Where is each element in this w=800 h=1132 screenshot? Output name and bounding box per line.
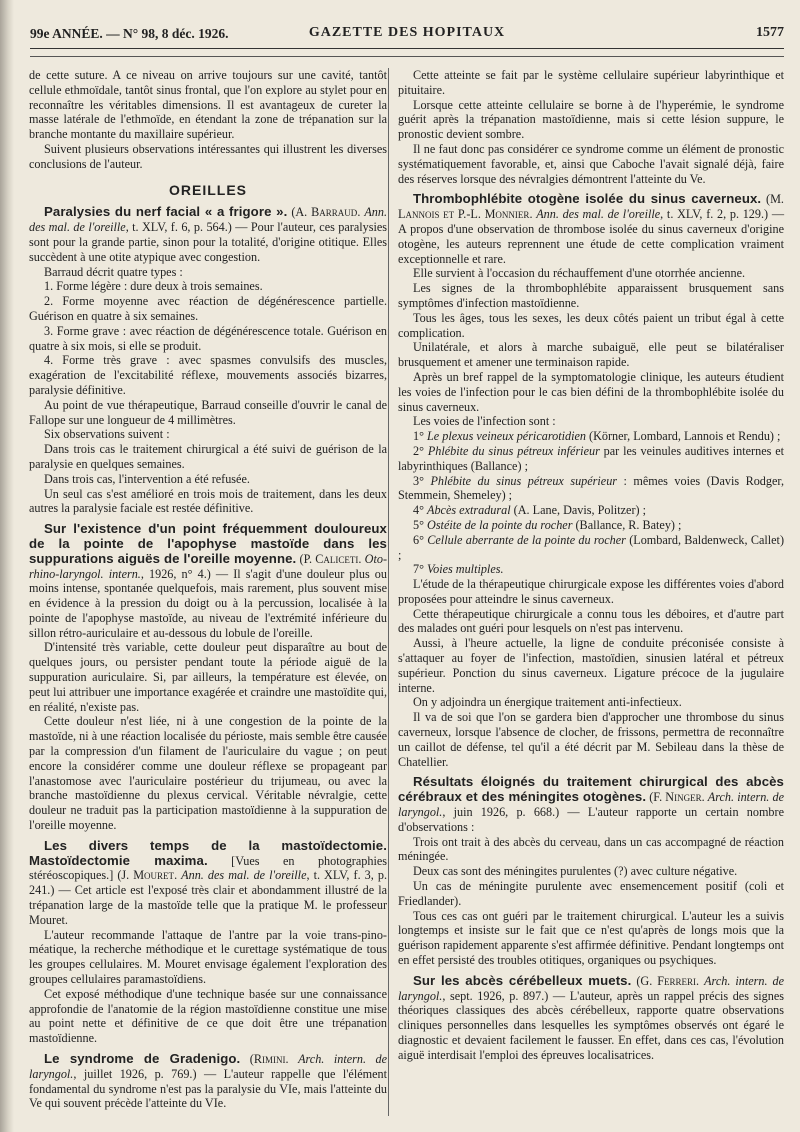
right-column: [398, 68, 784, 1063]
paragraph: Unilatérale, et alors à marche subaiguë, elle peut se bilatéraliser brusquement et amener une terminaison rapide.: [398, 340, 784, 370]
list-text: : mêmes voies (Davis Rodger, Stemmein, Shemeley) ;: [398, 473, 785, 503]
journal-name: Ann. des mal. de l'oreille: [181, 868, 307, 883]
paragraph: Elle survient à l'occasion du réchauffement d'une otorrhée ancienne.: [413, 266, 746, 281]
list-item: [398, 429, 784, 444]
journal-name: Arch. intern. de laryngol.: [398, 973, 784, 1003]
list-item: 1. Forme légère : dure deux à trois semaines.: [44, 279, 263, 294]
page-binding-edge: [0, 0, 14, 1132]
issue-info: 99e ANNÉE. — N° 98, 8 déc. 1926.: [30, 26, 229, 41]
paragraph: Tous ces cas ont guéri par le traitement chirurgical. L'auteur les a suivis longtemps et insiste sur le fait que ce n'est qu'après de longs mois que la guérison rapidement apparente s'est affirmée définitive. Pendant longtemps ont en effet persisté des troubles otitiques, organiques ou psychiques.: [398, 908, 784, 968]
article-abces-cerebelleux: [398, 974, 784, 1063]
paragraph: Après un bref rappel de la symptomatologie clinique, les auteurs étudient les voies de l'infection pour le cas bien défini de la thrombophlébite isolée du sinus caverneux.: [398, 369, 784, 414]
author-name: Ferreri: [657, 973, 697, 988]
paragraph: Suivent plusieurs observations intéressantes qui illustrent les diverses conclusions de l'auteur.: [29, 141, 387, 171]
article-body: , juillet 1926, p. 769.) — L'auteur rappelle que l'élément fondamental du syndrome n'est pas la paralysie du VIe, mais l'atteinte du Ve qui souvent précède l'atteinte du VIe.: [29, 1066, 387, 1111]
list-number: 6°: [413, 532, 428, 547]
column-divider: [388, 68, 389, 1116]
list-number: 2°: [413, 443, 428, 458]
paragraph: de cette suture. A ce niveau on arrive toujours sur une cavité, tantôt cellule ethmoïdale, tantôt sinus frontal, que l'on explore au stylet pour en reconnaître les véritables dimensions. Il est avantageux de cureter la masse latérale de l'ethmoïde, en étendant la zone de trépanation sur la branche montante du maxillaire supérieur.: [29, 68, 387, 142]
list-item: [398, 503, 784, 518]
list-term: Voies multiples.: [427, 562, 504, 577]
list-text: (A. Lane, Davis, Politzer) ;: [510, 503, 647, 518]
ref-text: [Vues en photographies stéréoscopiques.] (J.: [29, 853, 387, 883]
header-rule: [30, 48, 784, 49]
list-text: par les veinules auditives internes et labyrinthiques (Ballance) ;: [398, 443, 785, 473]
ref-text: (A.: [287, 205, 312, 220]
list-text: (Körner, Lombard, Lannois et Rendu) ;: [585, 429, 781, 444]
article-gradenigo: [29, 1052, 387, 1111]
list-item: 4. Forme très grave : avec spasmes convulsifs des muscles, exagération de l'excitabilité réflexe, mouvements associés bizarres, paralysie définitive.: [29, 353, 387, 397]
ref-text: (F.: [646, 790, 666, 805]
author-name: Ninger: [665, 790, 702, 805]
article-mastoidectomie: [29, 839, 387, 928]
paragraph: Six observations suivent :: [44, 427, 170, 442]
left-column: [29, 68, 387, 1111]
author-name: Lannois et P.-L. Monnier: [398, 207, 530, 222]
list-item: [398, 474, 784, 504]
article-thrombophlebite: [398, 192, 784, 266]
list-term: Le plexus veineux péricarotidien: [427, 429, 586, 444]
paragraph: Un seul cas s'est amélioré en trois mois de traitement, dans les deux autres la paralysie faciale est restée définitive.: [29, 486, 387, 516]
list-number: 4°: [413, 503, 428, 518]
article-title: Sur les abcès cérébelleux muets.: [413, 972, 632, 988]
paragraph: Aussi, à l'heure actuelle, la ligne de conduite préconisée consiste à s'attaquer au foyer de l'infection, mastoïdien, sinusien latéral et pétreux supérieur. Ponction du sinus caverneux. Ligature précoce de la jugulaire interne.: [398, 636, 784, 695]
paragraph: Il va de soi que l'on se gardera bien d'approcher une thrombose du sinus caverneux, lorsque l'absence de clocher, de frissons, permettra de reconnaître un caillot de défense, tel qu'il a été décrit par M. Sebileau dans la thèse de Chatellier.: [398, 710, 784, 769]
list-term: Phlébite du sinus pétreux inférieur: [427, 443, 600, 458]
article-body: , t. XLV, f. 3, p. 241.) — Cet article est l'exposé très clair et abondamment illustré de la trépanation large de la mastoïde telle que la pratique M. le professeur Mouret.: [29, 868, 387, 927]
journal-name: Oto-rhino-laryngol. intern.: [29, 551, 387, 581]
list-term: Cellule aberrante de la pointe du rocher: [427, 532, 626, 547]
paragraph: On y adjoindra un énergique traitement anti-infectieux.: [413, 695, 682, 710]
author-name: Barraud: [311, 205, 358, 220]
ref-text: (: [240, 1052, 254, 1066]
article-body: , juin 1926, p. 668.) — L'auteur rapporte un certain nombre d'observations :: [398, 805, 784, 834]
article-body: , t. XLV, f. 2, p. 129.) — A propos d'une observation de thrombose isolée du sinus caverneux d'origine otogène, les auteurs reprennent une étude de cette complication vraiment exceptionnelle et rare.: [398, 207, 785, 266]
article-body: , t. XLV, f. 6, p. 564.) — Pour l'auteur, ces paralysies sont pour la grande partie, sinon pour la totalité, d'origine otitique. Elles succèdent à une otite atypique avec congestion.: [29, 220, 387, 264]
article-title: Résultats éloignés du traitement chirurgical des abcès cérébraux et des méningites otogènes.: [398, 774, 784, 805]
article-title: Les divers temps de la mastoïdectomie. Mastoïdectomie maxima.: [29, 837, 387, 868]
paragraph: Barraud décrit quatre types :: [44, 264, 183, 279]
paragraph: Les voies de l'infection sont :: [413, 414, 556, 429]
article-resultats-eloignes: [398, 775, 784, 834]
page-number: 1577: [756, 25, 784, 40]
paragraph: Cette douleur n'est liée, ni à une congestion de la pointe de la mastoïde, ni à une réaction localisée du périoste, mais semble être causée par la compression d'un filament de l'auriculaire du vague ; on peut encore la considérer comme une douleur réflexe se propageant par l'anastomose avec l'auriculaire postérieur du trijumeau, ou avec la branche mastoïdienne du plexus cervical. Véritable névralgie, cette douleur ne traduit pas la participation mastoïdienne à la suppuration de l'oreille moyenne.: [29, 714, 387, 833]
article-title: Sur l'existence d'un point fréquemment douloureux de la pointe de l'apophyse mastoïde dans les suppurations aiguës de l'oreille moyenne.: [29, 521, 387, 566]
ref-text: (M.: [761, 192, 784, 207]
author-name: Caliceti: [315, 551, 359, 566]
list-term: Abcès extradural: [427, 503, 511, 518]
journal-title: GAZETTE DES HOPITAUX: [308, 25, 506, 40]
running-header: [30, 22, 784, 44]
paragraph: Deux cas sont des méningites purulentes (?) avec culture négative.: [413, 864, 738, 879]
header-rule-thin: [30, 56, 784, 57]
list-number: 3°: [413, 473, 431, 488]
article-paralysies: [29, 205, 387, 264]
paragraph: Les signes de la thrombophlébite apparaissent brusquement sans symptômes d'infection mastoïdienne.: [398, 281, 784, 310]
ref-text: .: [285, 1052, 299, 1066]
list-number: 1°: [413, 429, 428, 444]
paragraph: Cette atteinte se fait par le système cellulaire supérieur labyrinthique et pituitaire.: [398, 68, 784, 97]
paragraph: Dans trois cas, l'intervention a été refusée.: [44, 471, 250, 486]
paragraph: Trois ont trait à des abcès du cerveau, dans un cas accompagné de réaction méningée.: [398, 834, 784, 864]
ref-text: (P.: [296, 551, 316, 566]
journal-name: Ann. des mal. de l'oreille: [29, 205, 387, 235]
journal-name: Arch. intern. de laryngol.: [29, 1052, 388, 1081]
list-term: Ostéite de la pointe du rocher: [427, 517, 573, 532]
ref-text: (G.: [631, 973, 658, 988]
list-text: (Lombard, Baldenweck, Callet) ;: [398, 532, 785, 562]
ref-text: .: [696, 973, 705, 988]
author-name: Rimini: [253, 1052, 286, 1066]
list-term: Phlébite du sinus pétreux supérieur: [430, 473, 618, 488]
paragraph: Dans trois cas le traitement chirurgical a été suivi de guérison de la paralysie en quelques semaines.: [29, 442, 387, 471]
ref-text: .: [701, 790, 708, 805]
list-item: [398, 518, 784, 533]
article-title: Thrombophlébite otogène isolée du sinus caverneux.: [413, 191, 762, 207]
paragraph: Il ne faut donc pas considérer ce syndrome comme un élément de pronostic systématiquement favorable, et, ainsi que Caboche l'avait signalé déjà, faire des réserves lorsque des névralgies démontrent l'atteinte du Ve.: [398, 141, 784, 186]
list-item: 3. Forme grave : avec réaction de dégénérescence totale. Guérison en quatre à six mois, si elle se produit.: [29, 323, 387, 353]
paragraph: L'auteur recommande l'attaque de l'antre par la voie trans-pino-méatique, la recherche méthodique et le curettage systématique de tous les groupes cellulaires. M. Mouret envisage également l'exploration des groupes cellulaires paramastoïdiens.: [29, 927, 387, 987]
ref-text: .: [357, 205, 365, 220]
article-point-douloureux: [29, 522, 387, 640]
ref-text: .: [358, 551, 365, 566]
list-item: [398, 444, 784, 474]
paragraph: Au point de vue thérapeutique, Barraud conseille d'ouvrir le canal de Fallope sur une longueur de 4 millimètres.: [29, 397, 387, 427]
paragraph: Cet exposé méthodique d'une technique basée sur une connaissance approfondie de l'anatomie de la région mastoïdienne constitue une mise au point nette et définitive de ce que doit être une trépanation mastoïdienne.: [29, 986, 387, 1046]
paragraph: Un cas de méningite purulente avec ensemencement positif (coli et Friedlander).: [398, 879, 784, 908]
journal-name: Arch. intern. de laryngol.: [398, 790, 784, 820]
ref-text: .: [174, 868, 182, 883]
list-item: [398, 533, 784, 563]
list-number: 7°: [413, 562, 428, 577]
article-title: Paralysies du nerf facial « a frigore ».: [44, 204, 288, 220]
list-item: [398, 562, 784, 577]
article-title: Le syndrome de Gradenigo.: [44, 1051, 241, 1066]
section-heading: OREILLES: [168, 181, 247, 198]
list-number: 5°: [413, 517, 428, 532]
list-item: 2. Forme moyenne avec réaction de dégénérescence partielle. Guérison en quatre à six semaines.: [29, 294, 387, 323]
paragraph: D'intensité très variable, cette douleur peut disparaître au bout de quelques jours, ou persister pendant toute la période aiguë de la suppuration auriculaire. Si, par ailleurs, la température est élevée, on peut lui attribuer une importance exagérée et craindre une mastoïdite qui, en réalité, n'existe pas.: [29, 640, 387, 714]
paragraph: Tous les âges, tous les sexes, les deux côtés paient un tribut égal à cette complication.: [398, 310, 784, 340]
journal-name: Ann. des mal. de l'oreille: [536, 207, 661, 222]
article-body: , sept. 1926, p. 897.) — L'auteur, après un rappel précis des signes théoriques classiques des abcès cérébelleux, rapporte quatre observations cliniques personnelles dans lesquelles les symptômes observés ont égaré le diagnostic et devaient facilement le fausser. En effet, dans ces cas, l'évolution aiguë interdisait l'emploi des épreuves localisatrices.: [398, 988, 784, 1062]
author-name: Mouret: [133, 868, 175, 883]
paragraph: L'étude de la thérapeutique chirurgicale expose les différentes voies d'abord proposées pour atteindre le sinus caverneux.: [398, 577, 784, 606]
paragraph: Cette thérapeutique chirurgicale a connu tous les déboires, et d'autre part des malades ont guéri pour lesquels on n'est pas intervenu.: [398, 606, 784, 636]
ref-text: .: [529, 207, 537, 222]
article-body: , 1926, n° 4.) — Il s'agit d'une douleur plus ou moins intense, spontanée quelquefois, mais rarement, plus souvent mise en évidence à la pression du doigt ou à la percussion, localisée à la pointe de l'apophyse mastoïde, au niveau de l'extrémité inférieure du sillon rétro-auriculaire et au-dessous du lobule de l'oreille.: [29, 566, 387, 640]
list-text: (Ballance, R. Batey) ;: [572, 517, 682, 532]
paragraph: Lorsque cette atteinte cellulaire se borne à de l'hyperémie, le syndrome guérit après la trépanation mastoïdienne, mais si cette lésion suppure, le pronostic devient sombre.: [398, 97, 784, 142]
